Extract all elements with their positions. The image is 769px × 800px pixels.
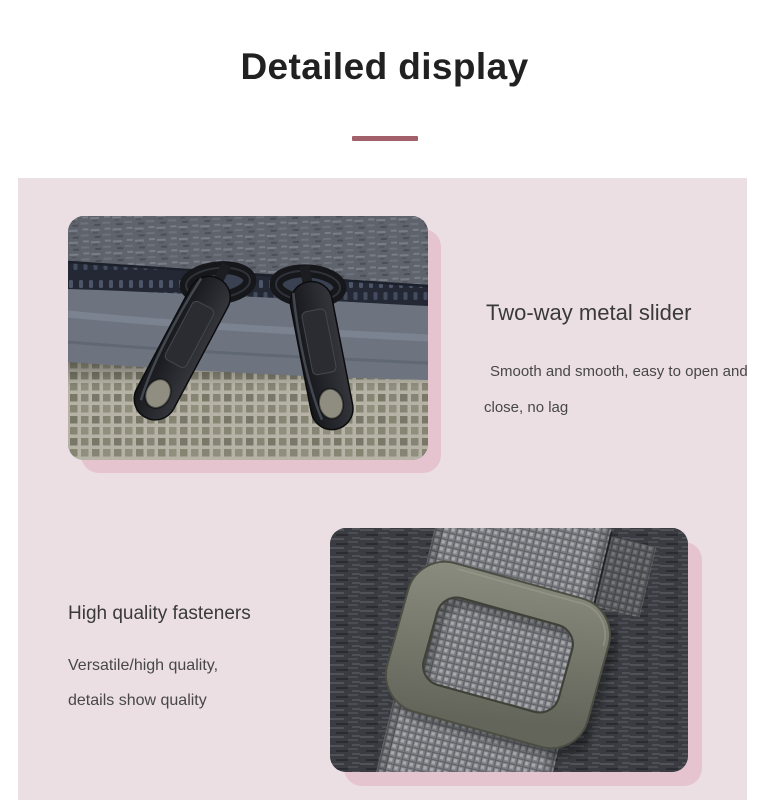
- zipper-photo: [68, 216, 428, 460]
- fastener-photo: [330, 528, 688, 772]
- title-accent-divider: [352, 136, 418, 141]
- page-title: Detailed display: [240, 46, 529, 87]
- fastener-section-body-line1: Versatile/high quality,: [68, 657, 219, 674]
- fastener-section-body-line2: details show quality: [68, 692, 207, 709]
- fastener-section-heading: High quality fasteners: [68, 603, 251, 624]
- zipper-section-body-line1: Smooth and smooth, easy to open and: [490, 363, 748, 380]
- zipper-sliders-illustration: [68, 216, 428, 460]
- strap-fastener-illustration: [330, 528, 688, 772]
- zipper-section-body-line2: close, no lag: [484, 399, 569, 416]
- zipper-section-heading: Two-way metal slider: [486, 300, 692, 325]
